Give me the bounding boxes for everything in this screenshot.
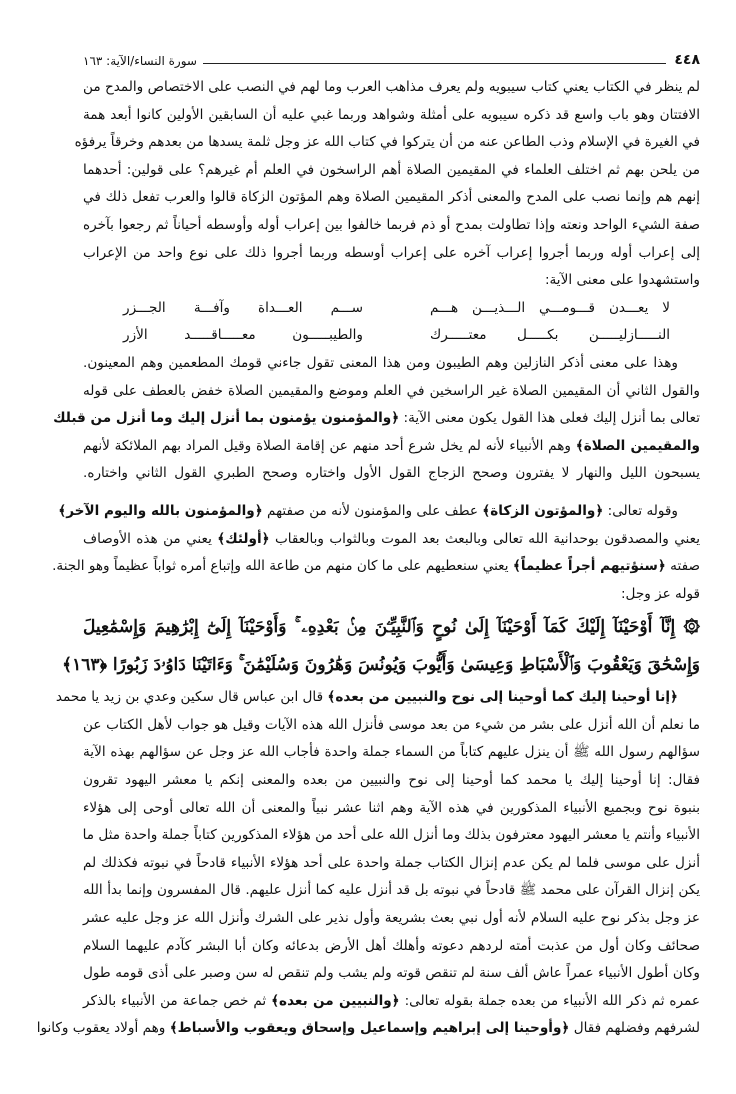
text-segment: وقوله تعالى: — [603, 502, 678, 519]
quran-verse-line: ۞ إِنَّآ أَوْحَيْنَآ إِلَيْكَ كَمَآ أَوْحَيْنَآ إِلَىٰ نُوحٍ وَٱلنَّبِيِّـۧنَ مِنۢ بَعْدِهِۦ ۚ وَأَوْحَيْنَآ إِلَىٰٓ إِبْرَٰهِيمَ وَإِسْمَٰعِيلَ — [83, 617, 700, 638]
text-segment: يكن إنزال القرآن على محمد ﷺ قادحاً في نبوته بل قد أنزل عليه كما أنزل عليهم. قال المفسرون وإنما بدأ الله — [83, 882, 700, 899]
text-line — [83, 905, 700, 933]
text-segment: يعني سنعطيهم على ما كان منهم من طاعة الله وإتباع أمره ثواباً عظيماً وهو الجنة. — [52, 558, 513, 575]
text-segment: لشرفهم وفضلهم فقال — [569, 1020, 700, 1037]
text-line — [83, 460, 700, 488]
text-line — [83, 933, 700, 961]
quranic-quote: ﴿وأوحينا إلى إبراهيم وإسماعيل وإسحاق ويعقوب والأسباط﴾ — [169, 1020, 570, 1037]
text-segment: عز وجل بذكر نوح عليه السلام لأنه أول نبي بعث بشريعة وأول نذير على الشرك وأنزل الله عز وجل عليه عشر — [83, 910, 700, 927]
text-segment: صفة الشيء الواحد ونعته وإذا تطاولت بمدح أو ذم فربما خالفوا بين إعراب أوله وأوسطه أحياناً ثم رجعوا بآخره — [83, 216, 700, 233]
text-line — [52, 553, 700, 581]
text-line — [83, 350, 700, 378]
text-segment: من يلحن بهم ثم اختلف العلماء في المقيمين الصلاة أهم الراسخون في العلم أم غيرهم؟ على قولين: أحدهما — [83, 161, 700, 178]
verse-second-hemistich: والطيبـــــون معـــــاقـــــد الأزر — [123, 327, 363, 344]
text-segment: الأنبياء وأنتم يا معشر اليهود معترفون بذلك وما أنزل الله على أحد من هؤلاء المذكورين كتاباً جملة واحدة مثل ما — [82, 827, 700, 844]
text-line — [83, 767, 700, 795]
text-line — [83, 960, 700, 988]
text-line — [83, 378, 700, 406]
text-segment: وهم أولاد يعقوب وكانوا — [36, 1020, 170, 1037]
text-segment: ثم خص جماعة من الأنبياء بالذكر — [83, 992, 272, 1009]
text-line — [53, 405, 700, 433]
text-segment: قال ابن عباس قال سكين وعدي بن زيد يا محمد — [55, 689, 328, 706]
text-segment: لم ينظر في الكتاب يعني كتاب سيبويه ولم يعرف مذاهب العرب وما لهم في النصب على الاختصاص والمدح من — [83, 79, 700, 95]
poem-verse — [83, 322, 700, 350]
quranic-quote: ﴿سنؤتيهم أجراً عظيماً﴾ — [512, 558, 666, 575]
header-rule — [203, 63, 666, 64]
text-segment: يسبحون الليل والنهار لا يفترون وصحح الزجاج القول الأول واختاره وصحح الطبري القول الثاني واختاره. — [83, 465, 700, 482]
text-line — [83, 739, 700, 767]
text-line — [83, 712, 700, 740]
text-line — [83, 267, 700, 295]
text-line — [74, 129, 700, 157]
running-header — [83, 44, 700, 68]
text-line — [83, 526, 700, 554]
page-body — [36, 74, 701, 1043]
quranic-quote: ﴿والمؤمنون يؤمنون بما أنزل إليك وما أنزل من قبلك — [53, 410, 400, 427]
text-segment: وهم الأنبياء لأنه لم يخل شرع أحد منهم عن إقامة الصلاة وقيل المراد بهم الملائكة لأنهم — [83, 437, 576, 454]
text-segment: صفته — [665, 558, 700, 575]
text-segment: عطف على والمؤمنون لأنه من صفتهم — [262, 502, 483, 519]
text-line — [83, 157, 700, 185]
text-segment: سؤالهم رسول الله ﷺ أن ينزل عليهم كتاباً من السماء جملة واحدة فأجاب الله عز وجل عن سؤالهم بهذه الآية — [83, 744, 700, 761]
text-line — [83, 184, 700, 212]
text-segment: يعني من هذه الأوصاف — [83, 530, 218, 547]
paragraph-gap — [83, 488, 700, 498]
page-number: ٤٤٨ — [674, 52, 700, 68]
quranic-quote: ﴿إنا أوحينا إليك كما أوحينا إلى نوح والنبيين من بعده﴾ — [327, 689, 678, 706]
text-segment: أنزل على موسى فلما لم يكن عدم إنزال الكتاب جملة واحدة على أحد هؤلاء الأنبياء قادحاً في نبوته فكذلك لم — [83, 854, 700, 871]
verse-first-hemistich: لا يعـــدن قـــومـــي الـــذيـــن هـــم — [430, 299, 670, 316]
text-line — [55, 684, 700, 712]
quranic-quote: ﴿والنبيين من بعده﴾ — [271, 992, 400, 1009]
text-line — [83, 74, 700, 102]
text-line — [83, 822, 700, 850]
text-line — [83, 102, 700, 130]
text-segment: والقول الثاني أن المقيمين الصلاة غير الراسخين في العلم وموضع والمقيمين الصلاة خفض بالعطف على قوله — [83, 382, 700, 399]
text-line — [36, 1015, 700, 1043]
text-segment: وهذا على معنى أذكر النازلين وهم الطيبون ومن هذا المعنى تقول جاءني قومك المطعمين وهم المعينون. — [83, 354, 678, 371]
text-segment: تعالى بما أنزل إليك فعلى هذا القول يكون معنى الآية: — [399, 410, 700, 427]
quranic-quote: ﴿والمؤمنون بالله واليوم الآخر﴾ — [58, 502, 263, 519]
text-line — [83, 240, 700, 268]
text-line — [83, 850, 700, 878]
text-segment: الافتتان وهو باب واسع قد ذكره سيبويه على أمثلة وشواهد وربما غبي عليه أن السابقين الأولين كانوا أبعد همة — [83, 106, 700, 123]
text-line — [58, 498, 700, 526]
text-segment: إنهم هم وإنما نصب على المدح والمعنى أذكر المقيمين الصلاة وهم المؤتون الزكاة قالوا والعرب تفعل ذلك في — [83, 189, 700, 206]
text-segment: وكان أطول الأنبياء عمراً عاش ألف سنة لم تنقص قوته ولم يشب ولم تنقص له سن وصبر على أذى قومه طول — [83, 965, 700, 982]
text-segment: في الغيرة في الإسلام وذب الطاعن عنه من أن يتركوا في كتاب الله عز وجل ثلمة يسدها من بعدهم وخرقاً يرفؤه — [74, 134, 700, 151]
quranic-quote: والمقيمين الصلاة﴾ — [575, 437, 700, 454]
text-segment: بنبوة نوح وبجميع الأنبياء المذكورين في هذه الآية وهم اثنا عشر نبياً والمعنى أن الله تعالى أوحى إلى هؤلاء — [83, 799, 700, 816]
verse-first-hemistich: النـــــازليـــــن بكـــــل معتـــــرك — [430, 327, 670, 344]
text-line — [83, 433, 700, 461]
text-line — [83, 877, 700, 905]
text-line — [83, 581, 700, 609]
text-line — [83, 988, 700, 1016]
text-segment: صحائف وكان أول من عذبت أمته لردهم دعوته وأهلك أهل الأرض بدعائه وكان أبا البشر كآدم عليهما السلام — [83, 937, 700, 954]
text-segment: قوله عز وجل: — [620, 585, 700, 602]
verse-second-hemistich: ســـم العـــداة وآفـــة الجـــزر — [123, 299, 363, 316]
text-segment: فقال: إنا أوحينا إليك يا محمد كما أوحينا إلى نوح والنبيين من بعده والمعنى إنكم يا معشر اليهود تقرون — [83, 772, 700, 789]
text-segment: واستشهدوا على معنى الآية: — [544, 272, 700, 289]
quranic-quote: ﴿أولئك﴾ — [217, 530, 270, 547]
text-segment: إلى إعراب أوله وربما أجروا إعراب آخره على إعراب أوسطه وربما أجروا ذلك على نوع واحد من الإعراب — [83, 244, 700, 261]
quran-verse-line: وَإِسْحَٰقَ وَيَعْقُوبَ وَٱلْأَسْبَاطِ وَعِيسَىٰ وَأَيُّوبَ وَيُونُسَ وَهَٰرُونَ وَسُلَيْمَٰنَ ۚ وَءَاتَيْنَا دَاوُۥدَ زَبُورًا ﴿١٦٣﴾ — [62, 655, 700, 676]
poem-verse — [83, 295, 700, 323]
running-title: سورة النساء/الآية: ١٦٣ — [83, 54, 197, 68]
text-line — [83, 212, 700, 240]
text-line — [83, 795, 700, 823]
text-segment: ما نعلم أن الله أنزل على بشر من شيء من بعد موسى فأنزل الله هذه الآيات وقيل هو جواب لأهل الكتاب عن — [83, 716, 700, 733]
quranic-quote: ﴿والمؤتون الزكاة﴾ — [482, 502, 604, 519]
text-segment: عمره ثم ذكر الله الأنبياء من بعده جملة بقوله تعالى: — [399, 992, 700, 1009]
text-segment: يعني والمصدقون بوحدانية الله تعالى وبالبعث بعد الموت وبالثواب وبالعقاب — [269, 530, 701, 547]
